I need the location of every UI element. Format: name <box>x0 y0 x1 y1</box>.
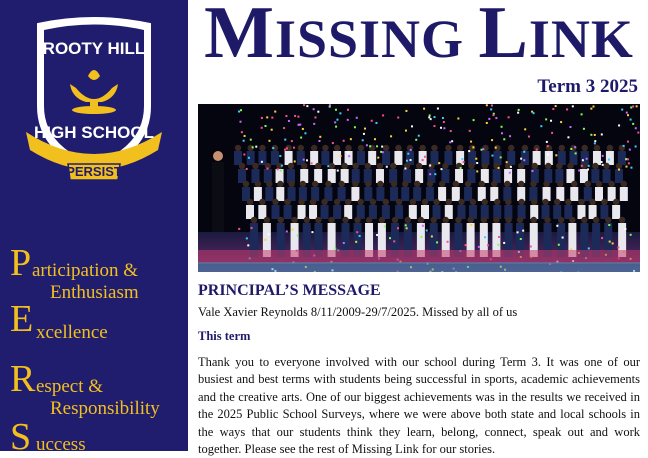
value-line: uccess <box>36 434 86 451</box>
value-line: articipation & <box>32 260 138 282</box>
sub-heading: This term <box>198 328 640 344</box>
vale-text: Vale Xavier Reynolds 8/11/2009-29/7/2025. Missed by all of us <box>198 304 640 320</box>
value-initial: R <box>10 360 35 398</box>
value-excellence <box>10 300 188 362</box>
crest-school-line1: ROOTY HILL <box>43 39 146 58</box>
crest-school-line2: HIGH SCHOOL <box>34 123 154 142</box>
principal-message <box>198 276 640 458</box>
value-line: Responsibility <box>50 398 160 420</box>
graduation-photo <box>198 104 640 272</box>
school-values-list <box>10 244 188 426</box>
value-line: Enthusiasm <box>50 282 139 304</box>
body-paragraph: Thank you to everyone involved with our school during Term 3. It was one of our busiest and best terms with students being successful in sports, academic achievements and the creative arts. One of our biggest achievements was in the results we received in the 2025 Public School Surveys, where we were above both state and local schools in the ways that our students think they learn, belong, connect, speak out and work together. Please see the rest of Missing Link for our stories. <box>198 354 640 458</box>
newsletter-title: MISSING LINK <box>196 0 642 74</box>
school-crest-logo <box>18 14 170 190</box>
value-initial: S <box>10 418 31 451</box>
section-heading: PRINCIPAL’S MESSAGE <box>198 280 640 302</box>
value-respect <box>10 360 188 420</box>
crest-motto: PERSIST <box>66 164 122 179</box>
sidebar <box>0 0 188 451</box>
value-line: xcellence <box>36 322 108 344</box>
value-participation <box>10 244 188 304</box>
term-label: Term 3 2025 <box>537 76 638 98</box>
value-initial: P <box>10 244 31 282</box>
value-initial: E <box>10 300 33 338</box>
value-line: espect & <box>36 376 103 398</box>
